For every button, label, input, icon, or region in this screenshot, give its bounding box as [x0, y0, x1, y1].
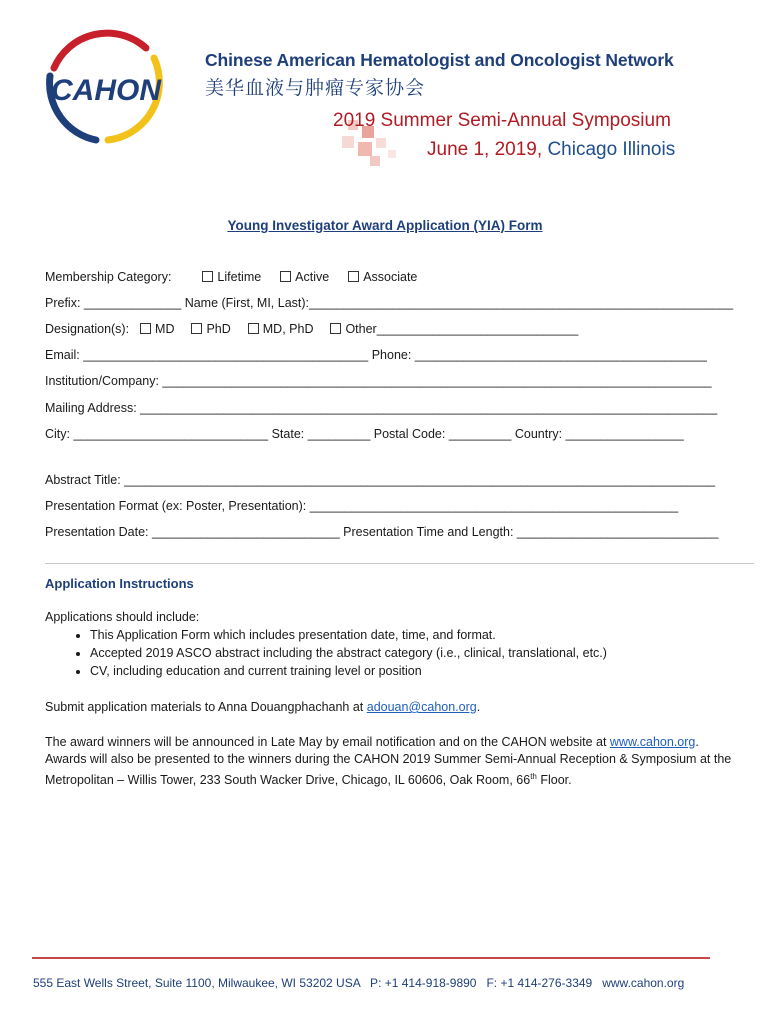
option-associate: Associate [363, 270, 418, 284]
option-md: MD [155, 322, 175, 336]
institution-field[interactable]: Institution/Company: _______________________________________________________________________________ [45, 374, 712, 388]
membership-label: Membership Category: [45, 270, 172, 284]
website-link[interactable]: www.cahon.org [609, 735, 696, 749]
checkbox-md-phd[interactable] [248, 323, 259, 334]
designation-label: Designation(s): [45, 322, 130, 336]
checkbox-lifetime[interactable] [202, 271, 213, 282]
org-name-chinese: 美华血液与肿瘤专家协会 [205, 78, 426, 99]
prefix-name-field[interactable]: Prefix: ______________ Name (First, MI, Last):_____________________________________________________________ [45, 296, 734, 310]
submit-prefix: Submit application materials to Anna Douangphachanh at [45, 700, 367, 714]
presentation-format-field[interactable]: Presentation Format (ex: Poster, Presentation): _____________________________________________________ [45, 499, 679, 513]
list-item: • This Application Form which includes presentation date, time, and format. [90, 628, 607, 643]
instructions-heading: Application Instructions [45, 576, 194, 591]
presentation-date-field[interactable]: Presentation Date: ___________________________ Presentation Time and Length: _____________________________ [45, 525, 719, 539]
symposium-date-location [427, 139, 675, 161]
checkbox-associate[interactable] [348, 271, 359, 282]
submit-instructions [45, 700, 480, 714]
submit-suffix: . [476, 700, 481, 714]
option-phd: PhD [206, 322, 231, 336]
symposium-title: 2019 Summer Semi-Annual Symposium [333, 110, 671, 131]
footer-contact: 555 East Wells Street, Suite 1100, Milwaukee, WI 53202 USA P: +1 414-918-9890 F: +1 414-276-3349 www.cahon.org [33, 976, 685, 990]
announce-prefix: The award winners will be announced in Late May by email notification and on the CAHON website at [45, 735, 610, 749]
option-md-phd: MD, PhD [262, 322, 314, 336]
abstract-title-field[interactable]: Abstract Title: _____________________________________________________________________________________ [45, 473, 716, 487]
form-title: Young Investigator Award Application (YIA) Form [227, 218, 543, 233]
list-item: • Accepted 2019 ASCO abstract including the abstract category (i.e., clinical, translational, etc.) [90, 646, 607, 661]
email-phone-field[interactable]: Email: _________________________________________ Phone: __________________________________________ [45, 348, 707, 362]
logo-text: CAHON [51, 74, 161, 107]
checkbox-active[interactable] [280, 271, 291, 282]
announcement-paragraph [45, 734, 735, 789]
membership-row [45, 270, 417, 284]
option-lifetime: Lifetime [217, 270, 262, 284]
checkbox-md[interactable] [140, 323, 151, 334]
option-other: Other_____________________________ [345, 322, 579, 336]
footer-divider [32, 957, 710, 959]
checkbox-phd[interactable] [191, 323, 202, 334]
instructions-intro: Applications should include: [45, 610, 200, 624]
list-item: • CV, including education and current training level or position [90, 664, 607, 679]
designation-row [45, 322, 578, 336]
announce-suffix: . Awards will also be presented to the winners during the CAHON 2019 Summer Semi-Annual Reception & Symposium at the Metropolitan – Willis Tower, 233 South Wacker Drive, Chicago, IL 60606, Oak Room, 66 [45, 735, 732, 788]
org-name-english: Chinese American Hematologist and Oncologist Network [205, 50, 674, 70]
checkbox-other[interactable] [330, 323, 341, 334]
symposium-date: June 1, 2019, [427, 139, 543, 160]
email-link[interactable]: adouan@cahon.org [366, 700, 477, 714]
instructions-list [45, 628, 607, 682]
section-divider [45, 563, 754, 564]
mailing-address-field[interactable]: Mailing Address: ___________________________________________________________________________________ [45, 401, 718, 415]
city-state-field[interactable]: City: ____________________________ State: _________ Postal Code: _________ Country: _________________ [45, 427, 684, 441]
symposium-location: Chicago Illinois [547, 139, 676, 160]
option-active: Active [295, 270, 330, 284]
ordinal-suffix: th [530, 772, 537, 781]
cahon-logo [36, 28, 176, 146]
announce-end: Floor. [536, 773, 572, 788]
